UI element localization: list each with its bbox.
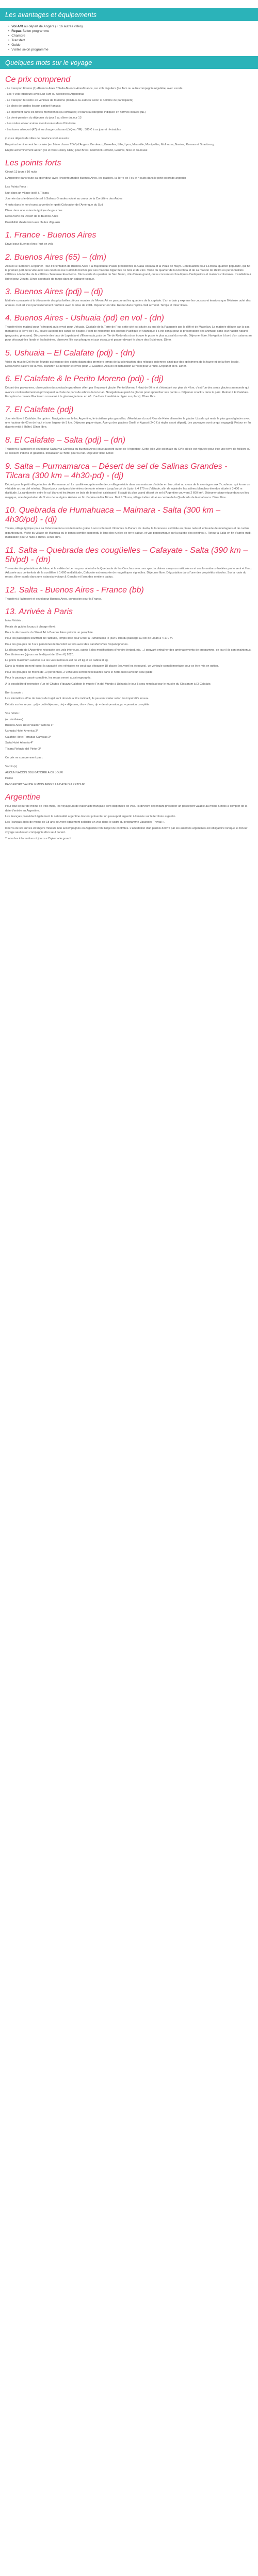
section-heading: Argentine: [5, 793, 41, 802]
section-paragraph: Découverte du Désert de la Buenos Aires: [5, 215, 58, 218]
advantage-item: [8, 47, 258, 52]
section-paragraph: Le poids maximum autorisé sur les vols intérieurs est de 23 kg et en cabine 8 kg.: [5, 658, 109, 662]
section-paragraph: (1) Les départs de villes de province sont assurés :: [5, 137, 71, 141]
section-paragraph: Pour le passage passé complète, les repas seront aussi regroupés.: [5, 676, 91, 680]
section-paragraph: - Le transport France (1) /Buenos Aires // Salta-Buenos Aires/France, sur vols réguliers (Le Tam ou autre compagnie régulière, avec escale: [5, 87, 183, 90]
section-paragraph: Infos Vérités :: [5, 619, 23, 623]
section-heading: Ce prix comprend: [5, 75, 71, 84]
advantage-text: Chambre: [11, 34, 26, 38]
advantage-item: [8, 38, 258, 43]
advantage-text: Visites selon programme: [11, 48, 49, 52]
section-paragraph: À la possibilité d'extension d'un tel Chutes d'Iguazu Calafate le musée Fin del Mundo à Ushuaia le jour 5 sera remplacé par le musée du Glaciarum à El Calafate.: [5, 682, 212, 686]
section-paragraph: Buenos Aires Hotel Waldorf Astoria 3*: [5, 724, 54, 727]
section-heading: 9. Salta – Purmamarca – Désert de sel de Salinas Grandes - Tilcara (300 km – 4h30-pd) - (dj): [5, 462, 228, 480]
advantage-item: [8, 24, 258, 29]
section-paragraph: Pour les groupes de moins de 10 personnes, 2 véhicules seront nécessaires dans le nord-ouest avec un seul guide.: [5, 670, 154, 674]
section-heading: 13. Arrivée à Paris: [5, 607, 73, 617]
section-paragraph: Ushuaia Hotel America 3*: [5, 730, 38, 733]
section-heading: 8. El Calafate – Salta (pdj) – (dn): [5, 435, 126, 445]
section-heading: 2. Buenos Aires (65) – (dm): [5, 252, 106, 262]
section-paragraph: Toutes les informations à jour sur Diplomatie.gouv.fr: [5, 837, 72, 840]
section-paragraph: (ou similaires): [5, 718, 23, 721]
section-paragraph: Départ pour le petit village indien de Purmamarca ! La qualité exceptionnelle de ce village réside dans ses maisons d'adobe en bas, situé au creux de la montagne aux 7 couleurs, qui forme un véritable arc en ciel minéral. Départ pour quelques kilomètres de route mineure jusqu'au col de Lipán à 4 170 m d'altitude, afin de rejoindre les salines blanches étendue située à 3 400 m d'altitude. La randonnée entre le col blanc et les Andes en bois de brand est saisissant ! Il s'agit du plus grand désert de sel d'Argentine couvrant 2 600 km². Déjeuner pique-nique dans un lieu magique, une dégustation de 3 vins de la région. Arrivée en fin d'après-midi à Tilcara. Nuit à Tilcara, village indien situé au centre de la Quebrada de Humahuaca. Dîner libre.: [5, 483, 250, 499]
section-paragraph: Possibilité d'extension aux chutes d'Iguazu: [5, 221, 60, 224]
section-paragraph: - Le transport terrestre en véhicule de tourisme (minibus ou autocar selon le nombre de participants): [5, 98, 134, 102]
advantage-item: [8, 33, 258, 38]
section-heading: 5. Ushuaia – El Calafate (pdj) - (dn): [5, 348, 135, 358]
section-paragraph: Pour les passagers souffrant de l'altitude, temps libre pour Dîner à Humahuaca le jour 9 lors du passage au col de Lipán à 4 170 m.: [5, 637, 173, 640]
section-paragraph: Les kilomètres et/ou de temps de trajet sont donnés à titre indicatif, ils peuvent varier selon les impératifs locaux.: [5, 697, 149, 701]
section-paragraph: Tilcara, village typique pour sa forteresse inca restée intacte grâce à son isolement. Nommée la Pucara de Juella, la forteresse est bâtie en pierre naturel, entourée de montagnes et de cactus gigantesques. Visite du village de Maimara où le temps semble suspendu le long des ruelles de terre battue, et vue panoramique sur la palette des peintres ». Retour à Salta en fin d'après-midi. Installation pour 2 nuits à l'hôtel. Dîner libre.: [5, 527, 252, 539]
advantage-item: [8, 43, 258, 47]
program-content: [0, 75, 258, 841]
section-paragraph: Les Français âgés de moins de 18 ans peuvent également solliciter un visa dans le cadre du programme Vacances-Travail ».: [5, 821, 165, 824]
section-paragraph: Les Points Forts :: [5, 185, 28, 189]
advantages-title: Les avantages et équipements: [0, 8, 258, 21]
section-paragraph: Police: [5, 777, 13, 781]
section-paragraph: Journée libre à Calafate. En option : Navigation sur le lac Argentino, le troisième plus grand lac d'Amérique du sud Rios de Hielo alimentée le glacier Upsala qui reste le plus grand glacier avec une hauteur de 60 m de haut et une largeur de 5 km. Déjeuner pique-nique. Aperçu des glaciers Onelli et Agassi (240 € à régler avant départ). Les paysages sont ce qui engage@ Retour en fin d'après-midi à l'hôtel. Dîner libre.: [5, 417, 251, 429]
section-paragraph: - Les 4 vols intérieurs avec Lan Tam ou Aérolinées Argentinas: [5, 93, 84, 96]
section-paragraph: Il ne va de soi sur les étrangers mineurs non accompagnés en Argentine font l'objet de contrôles. L'attestation d'un permis délivré par les autorités argentines est obligatoire lorsque le mineur voyage seul ou en compagnie d'un seul parent.: [5, 826, 248, 835]
section-paragraph: - Le choix de guides locaux parlant français: [5, 105, 61, 108]
section-paragraph: Départ des paysannes, observation du spectacle grandiose offert par l'imposant glacier Perito Moreno ! Haut de 60 m et s'étendant sur plus de 4 km, c'est l'un des seuls glaciers au monde qui avance continuellement en provoquant la chute de pans de arbres dans le lac. Navigation au pied du glacier pour approcher ses parois ». Déjeuner snack » dans le parc. Retour à El Calafate. Exception le musée Glaciarum consacré à la glaciologie tenu en 40. L'aul lors transféré à régler sur place). Dîner libre.: [5, 386, 249, 399]
advantage-label: Vol A/R: [11, 25, 23, 28]
section-paragraph: Bon à savoir :: [5, 691, 23, 694]
section-heading: 7. El Calafate (pdj): [5, 405, 74, 414]
section-paragraph: En pré acheminement ferroviaire (en 2ème classe TGV) d'Angers, Bordeaux, Bruxelles, Lille, Lyon, Marseille, Montpellier, Mulhouse, Nantes, Rennes et Strasbourg.: [5, 143, 215, 146]
advantage-text: au départ de Angers (+ 16 autres villes): [24, 25, 83, 28]
section-paragraph: Journée dans le désert de sel à Salinas Grandes voisté au coeur de la Cordillère des Andes: [5, 197, 123, 201]
section-paragraph: Transfert très matinal pour l'aéroport, puis envol pour Ushuaia. Capitale de la Terre de Feu, cette cité est située au sud de la Patagonie par la défi et de Magellan. La matinée débute par la pas montant à la Terre de Feu, située au pied des canal de Beagle. Point de rencontre des océans Pacifique et Atlantique il a été conçu pour la préservation des animaux dans leur habitat naturel (pingouins, phoques). Découverte des lacs de Lapataia et d'Ensenada, puis de l'île de Redonda où se trouve le poste le plus austral du monde. Déjeuner libre. Navigation à bord d'un catamaran pour découvrir les fjords et les baleines, observer l'île aux phoques et aux oiseaux et passer devant le phare des Eclaireurs. Dîner.: [5, 325, 252, 342]
section-paragraph: En pré acheminement aérien (de et vers Roissy CDG) pour Brest, Clermont-Ferrand, Genève, Nice et Toulouse: [5, 149, 148, 152]
section-paragraph: Envol pour Buenos Aires (nuit en vol).: [5, 243, 54, 246]
section-heading: 6. El Calafate & le Perito Moreno (pdj) - (dj): [5, 375, 164, 384]
section-paragraph: Tilcara Refugio del Pintor 3*: [5, 747, 41, 751]
section-paragraph: - La demi-pension du déjeuner du jour 2 au dîner du jour 13: [5, 116, 82, 120]
section-heading: 1. France - Buenos Aires: [5, 231, 96, 240]
section-paragraph: Vaccin(s): [5, 765, 17, 769]
section-paragraph: Dans la région du nord-ouest la capacité des véhicules ne peut pas dépasser 18 places (souvent les époques), un véhicule complémentaire pour ce être mis en option.: [5, 665, 219, 668]
advantage-label: Repas: [11, 29, 22, 33]
section-paragraph: Traversée des plantations de tabac et la vallée de Lerma pour atteindre la Quebrada de las Conchas avec ses spectaculaires canyons multicolores et ses formations érodées par le vent et l'eau. Adossée aux contreforts de la cordillère à 1 660 m d'altitude, Cafayate est entourée de magnifiques vignobles. Déjeuner libre. Dégustation dans l'une des propriétés viticoles. Sur la route du retour, dîner asado dans une estancia typique & Gaucho et l'arrc des sentiers battus.: [5, 567, 252, 579]
section-paragraph: - Les visites et excursions mentionnées dans l'itinéraire: [5, 122, 76, 126]
section-paragraph: Accueil à l'aéroport. Déjeuner. Tour d'orientation de Buenos Aires : la majestueux Palais présidentiel, la Casa Rosada et la Plaza de Mayo. Continuation pour La Boca, quartier populaire, qui fut le premier port de la ville avec ses célèbres rue Caminito bordée par ses maisons bigarrées de bois et de zinc. Visite du quartier de la Recoleta et de sa maison de Retiro où personnalités célèbres à la tombe de la célèbre chanteuse Eva Peron. Découverte du quartier de San Telmo, cité d'antan grand, ou se concentrent boutiques d'antiquaires et maisons coloniales. Installation à l'hôtel pour 2 nuits. Dîner-spectacle de tango dans un cabaret typique.: [5, 264, 251, 281]
section-paragraph: Les Français possédant également la nationalité argentine devront présenter un passeport argentin à l'entrée sur le territoire argentin.: [5, 815, 176, 818]
section-heading: 12. Salta - Buenos Aires - France (bb): [5, 585, 144, 595]
section-paragraph: La découverte de l'Argentine nécessite des vols intérieurs, sujets à des modifications d'horaire (retard, etc. ...) pouvant entraîner des aménagements de programme, ce jour il ils sont maintenus. Des tilmiennes (ajours sur le départ de 18 en 6) 2020.: [5, 649, 252, 656]
section-paragraph: Vos hôtels :: [5, 712, 20, 716]
section-heading: 10. Quebrada de Humahuaca – Maimara - Salta (300 km – 4h30/pd) - (dj): [5, 506, 221, 524]
section-heading: 3. Buenos Aires (pdj) – (dj): [5, 287, 103, 297]
advantage-text: Selon programme: [22, 29, 50, 33]
section-paragraph: AUCUN VACCIN OBLIGATOIRE A CE JOUR: [5, 771, 63, 774]
section-paragraph: Relais de guides locaux à charge élevé.: [5, 625, 56, 629]
advantages-list: [0, 24, 258, 52]
section-paragraph: Matinée consacrée à la découverte des plus belles pièces murales de l'Avant-Art en parcourant les quartiers de la capitale. L'art urbain y exprime les courses et tensions que l'Histoire ou/et des années. Cet art s'est particulièrement renforcé avec la crise de 2001. Déjeuner en ville. Retour dans l'après-midi à l'hôtel. Temps et dîner libres.: [5, 299, 251, 307]
section-paragraph: Transfert à l'aéroport et envol pour Salta (via Cordoba ou Buenos Aires) situé au nord-ouest de l'Argentine. Cette jolie ville coloniale du XVIe siècle est réputée pour être une terre de folklore où se croisent indiens et gauchos. Installation à l'hôtel pour la nuit. Déjeuner libre. Dîner.: [5, 447, 251, 455]
section-paragraph: Pour la découverte du Street Art à Buenos Aires prévoir un parapluie.: [5, 631, 94, 634]
section-paragraph: PASSEPORT VALIDE 6 MOIS APRES LA DATE DU RETOUR: [5, 783, 85, 786]
section-paragraph: Pour les groupes de 3 à 9 personnes le transfert se fera avec des transferts/des hispanophones.: [5, 642, 128, 646]
section-paragraph: 4 nuits dans le nord-ouest argentin le «petit Colorado» de l'Amérique du Sud: [5, 203, 103, 207]
advantage-item: [8, 29, 258, 33]
section-paragraph: Calafate Hotel Terrazas Calvaras 3*: [5, 735, 51, 739]
section-paragraph: Ce prix ne comprennent pas :: [5, 756, 43, 760]
section-paragraph: Salta Hotel Almeria 4*: [5, 741, 34, 745]
advantage-text: Guide: [11, 43, 21, 47]
section-paragraph: Pour tout séjour de moins de trois mois, les voyageurs de nationalité française sont dispensés de visa. Ils devront cependant présenter un passeport valable au moins 6 mois à compter de la date d'entrée en Argentine.: [5, 805, 248, 812]
section-heading: 4. Buenos Aires - Ushuaia (pd) en vol - (dn): [5, 313, 164, 323]
section-paragraph: Nuit dans un village isolé à Tilcara: [5, 191, 49, 195]
section-paragraph: - Le logement dans les hôtels mentionnés (ou similaires) et dans la catégorie indiquée en normes locales (NL): [5, 110, 146, 114]
section-paragraph: Circuit 13 jours / 10 nuits: [5, 171, 37, 174]
section-heading: Les points forts: [5, 159, 61, 168]
section-paragraph: Dîner dans une estancia typique de gauchos: [5, 209, 62, 212]
advantage-text: Transfert: [11, 39, 25, 42]
section-paragraph: Transfert à l'aéroport et envol pour Buenos Aires, connexion pour la France.: [5, 597, 102, 601]
section-paragraph: - Les taxes aéroport (47) et surcharge carburant (YQ ou YR) : 380 € à ce jour et révisables: [5, 128, 121, 131]
section-heading: 11. Salta – Quebrada des cougüelles – Cafayate - Salta (390 km – 5h/pd) - (dn): [5, 546, 248, 564]
program-title: Quelques mots sur le voyage: [0, 56, 258, 69]
section-paragraph: Détails sur les repas : pdj = petit-déjeuner, dej = déjeuner, din = dîner, dp = demi-pension, pc = pension complète.: [5, 703, 150, 706]
section-paragraph: L'Argentine dans toute sa splendeur avec l'incontournable Buenos Aires, les glaciers, la Terre de Feu et 4 nuits dans le petit colorado argentin: [5, 176, 186, 180]
section-paragraph: Visite du musée Del fin del Mundo qui expose des objets datant des premiers temps de la colonisation, des reliques indiennes ainsi que des spécimens de la faune et de la flore locale. Découverte palière de la ville. Transfert à l'aéroport et envol pour El Calafate. Accueil et installation à l'hôtel pour 3 nuits. Déjeuner libre. Dîner.: [5, 360, 239, 368]
